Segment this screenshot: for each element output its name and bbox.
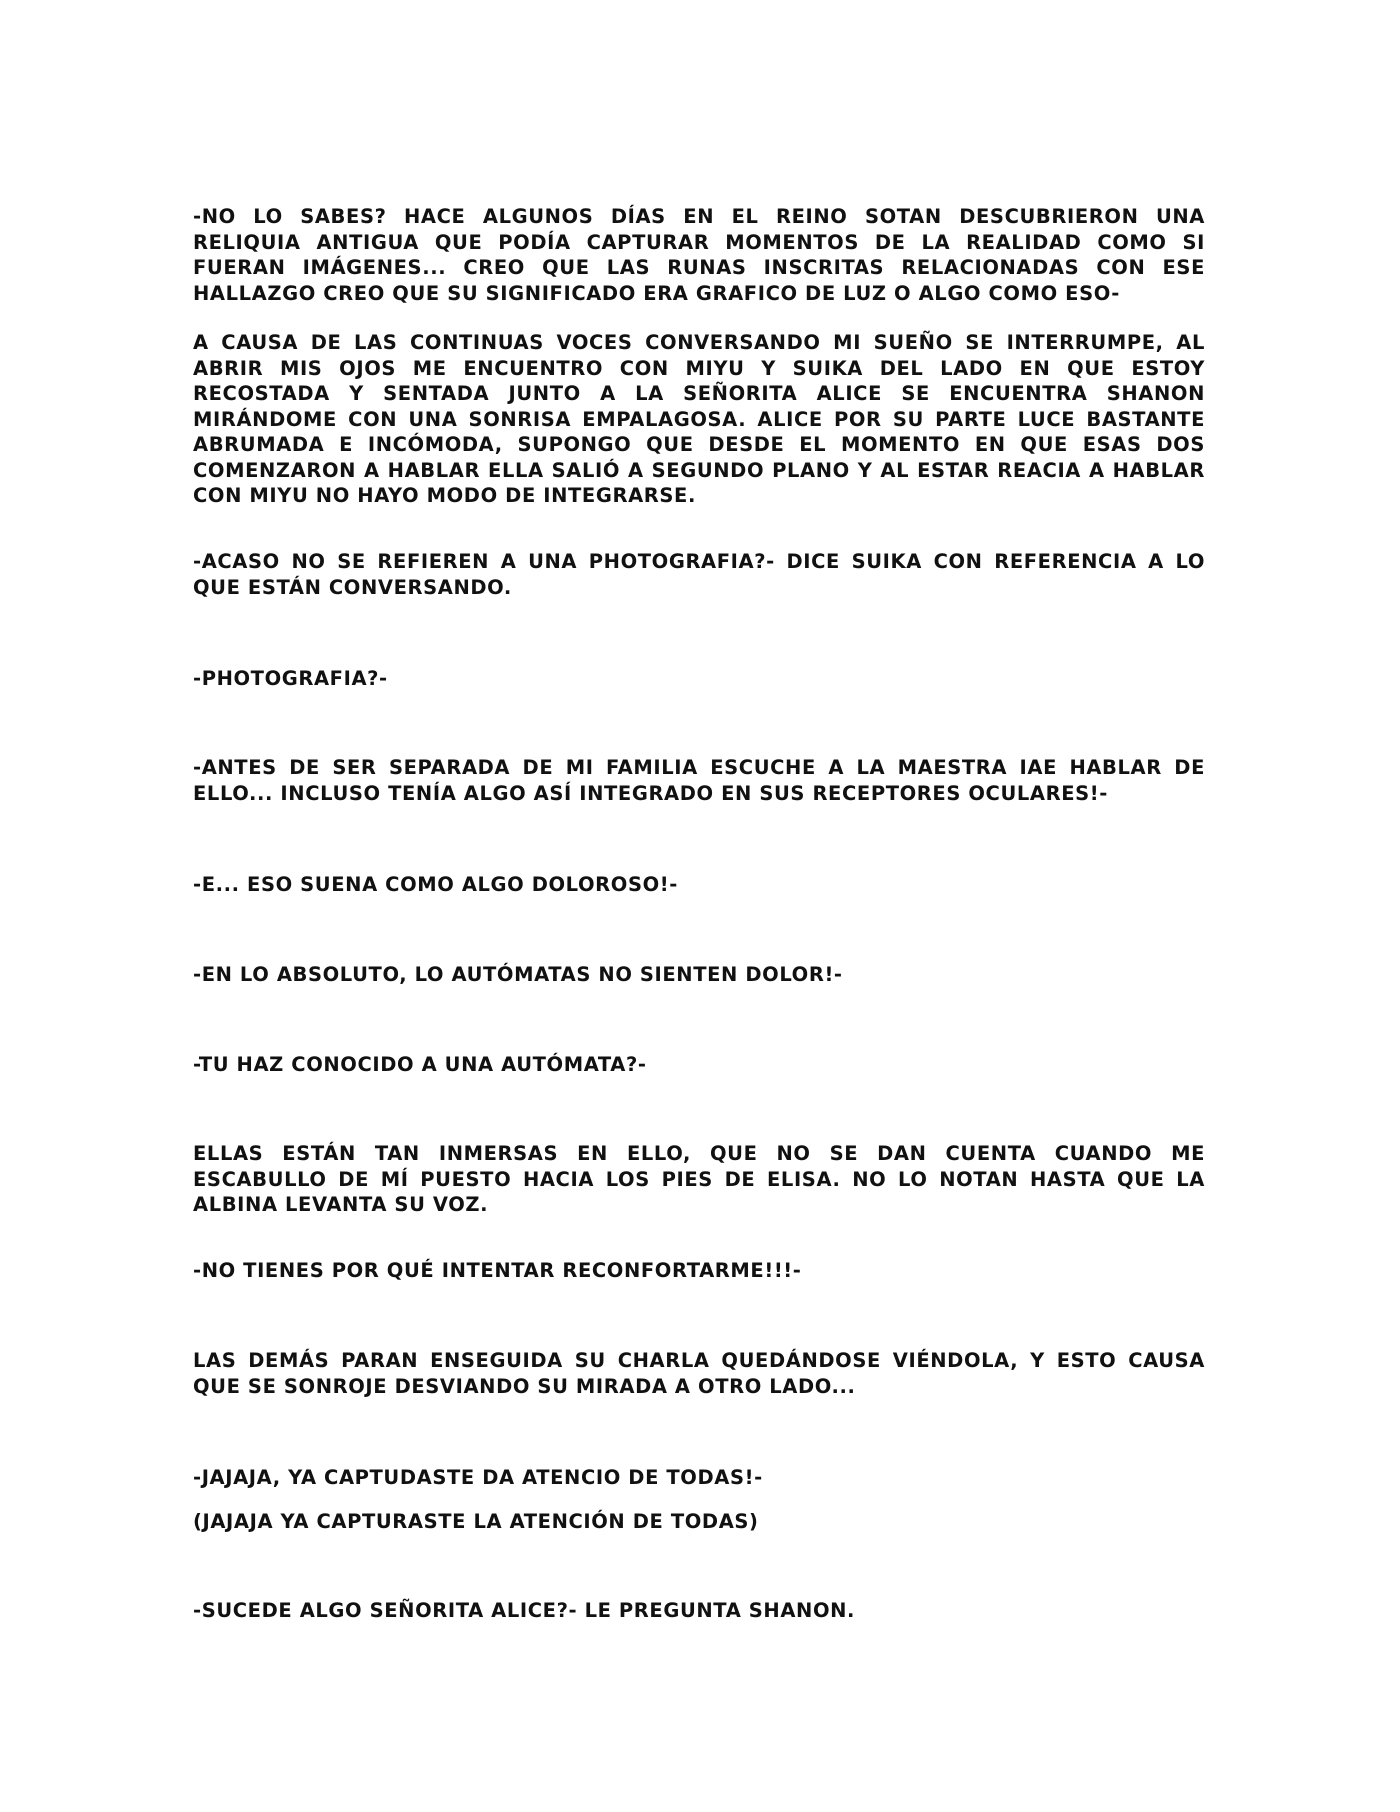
paragraph-reconfortarme: -NO TIENES POR QUÉ INTENTAR RECONFORTARME!!!- [193, 1259, 802, 1282]
paragraph-sucede-algo: -SUCEDE ALGO SEÑORITA ALICE?- LE PREGUNTA SHANON. [193, 1599, 856, 1622]
paragraph-sonroje: LAS DEMÁS PARAN ENSEGUIDA SU CHARLA QUEDÁNDOSE VIÉNDOLA, Y ESTO CAUSA QUE SE SONROJE DESVIANDO SU MIRADA A OTRO LADO... [193, 1349, 1205, 1398]
paragraph-maestra-iae: -ANTES DE SER SEPARADA DE MI FAMILIA ESCUCHE A LA MAESTRA IAE HABLAR DE ELLO... INCLUSO TENÍA ALGO ASÍ INTEGRADO EN SUS RECEPTORES OCULARES!- [193, 756, 1205, 805]
paragraph-escabullo: ELLAS ESTÁN TAN INMERSAS EN ELLO, QUE NO SE DAN CUENTA CUANDO ME ESCABULLO DE MÍ PUESTO HACIA LOS PIES DE ELISA. NO LO NOTAN HASTA QUE LA ALBINA LEVANTA SU VOZ. [193, 1142, 1205, 1216]
paragraph-photografia-question: -ACASO NO SE REFIEREN A UNA PHOTOGRAFIA?- DICE SUIKA CON REFERENCIA A LO QUE ESTÁN CONVERSANDO. [193, 550, 1205, 599]
paragraph-jajaja-translation: (JAJAJA YA CAPTURASTE LA ATENCIÓN DE TODAS) [193, 1510, 759, 1533]
paragraph-automatas: -EN LO ABSOLUTO, LO AUTÓMATAS NO SIENTEN DOLOR!- [193, 963, 843, 986]
paragraph-reliquia: -NO LO SABES? HACE ALGUNOS DÍAS EN EL REINO SOTAN DESCUBRIERON UNA RELIQUIA ANTIGUA QUE PODÍA CAPTURAR MOMENTOS DE LA REALIDAD COMO SI FUERAN IMÁGENES... CREO QUE LAS RUNAS INSCRITAS RELACIONADAS CON ESE HALLAZGO CREO QUE SU SIGNIFICADO ERA GRAFICO DE LUZ O ALGO COMO ESO- [193, 205, 1205, 305]
paragraph-awakening: A CAUSA DE LAS CONTINUAS VOCES CONVERSANDO MI SUEÑO SE INTERRUMPE, AL ABRIR MIS OJOS ME ENCUENTRO CON MIYU Y SUIKA DEL LADO EN QUE ESTOY RECOSTADA Y SENTADA JUNTO A LA SEÑORITA ALICE SE ENCUENTRA SHANON MIRÁNDOME CON UNA SONRISA EMPALAGOSA. ALICE POR SU PARTE LUCE BASTANTE ABRUMADA E INCÓMODA, SUPONGO QUE DESDE EL MOMENTO EN QUE ESAS DOS COMENZARON A HABLAR ELLA SALIÓ A SEGUNDO PLANO Y AL ESTAR REACIA A HABLAR CON MIYU NO HAYO MODO DE INTEGRARSE. [193, 331, 1205, 507]
paragraph-doloroso: -E... ESO SUENA COMO ALGO DOLOROSO!- [193, 873, 678, 896]
paragraph-photografia: -PHOTOGRAFIA?- [193, 667, 388, 690]
paragraph-jajaja: -JAJAJA, YA CAPTUDASTE DA ATENCIO DE TODAS!- [193, 1466, 763, 1489]
paragraph-conocido: -TU HAZ CONOCIDO A UNA AUTÓMATA?- [193, 1053, 647, 1076]
